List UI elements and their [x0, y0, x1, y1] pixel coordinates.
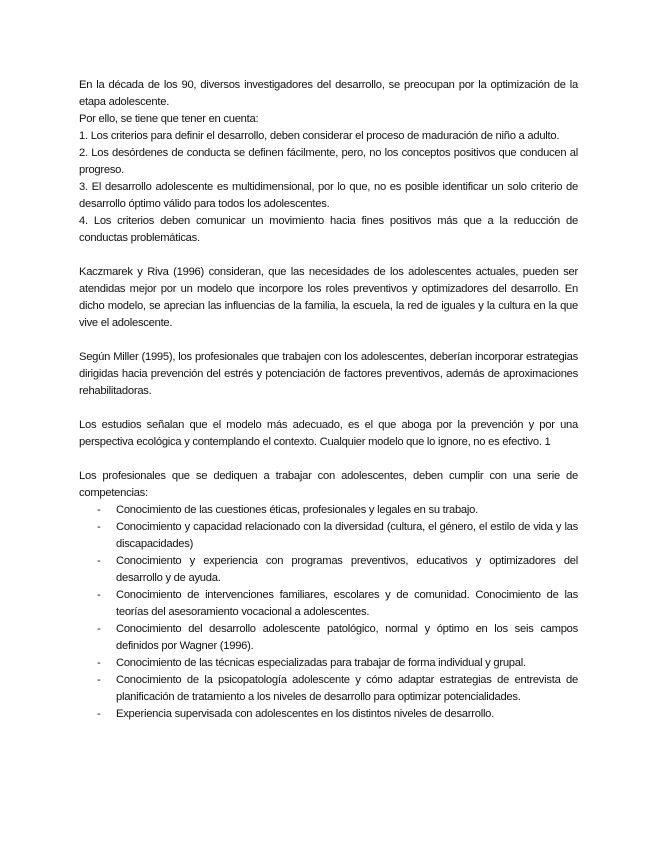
bullet-dash: -: [97, 623, 101, 635]
bullet-dash: -: [97, 521, 101, 533]
bullet-dash: -: [97, 657, 101, 669]
estudios-paragraph: Los estudios señalan que el modelo más adecuado, es el que aboga por la prevención y por una perspectiva ecológica y contemplando el contexto. Cualquier modelo que lo ignore, no es efectivo. 1: [79, 419, 578, 448]
list-item-text: Conocimiento de las cuestiones éticas, profesionales y legales en su trabajo.: [116, 504, 478, 516]
list-item-text: Conocimiento y capacidad relacionado con la diversidad (cultura, el género, el estilo de vida y las discapacidades): [116, 521, 578, 550]
list-item: [79, 519, 578, 553]
list-item: [79, 502, 578, 519]
intro-paragraph: En la década de los 90, diversos investigadores del desarrollo, se preocupan por la optimización de la etapa adolescente.: [79, 79, 578, 108]
list-item: [79, 655, 578, 672]
competencias-lead: Los profesionales que se dediquen a trabajar con adolescentes, deben cumplir con una serie de competencias:: [79, 470, 578, 499]
list-item-text: Conocimiento de la psicopatología adolescente y cómo adaptar estrategias de entrevista de planificación de tratamiento a los niveles de desarrollo para optimizar potencialidades.: [116, 674, 578, 703]
list-item-text: Conocimiento del desarrollo adolescente patológico, normal y óptimo en los seis campos definidos por Wagner (1996).: [116, 623, 578, 652]
bullet-dash: -: [97, 504, 101, 516]
list-item: [79, 587, 578, 621]
criteria-item-4: 4. Los criterios deben comunicar un movimiento hacia fines positivos más que a la reducción de conductas problemáticas.: [79, 215, 578, 244]
bullet-dash: -: [97, 589, 101, 601]
list-item-text: Conocimiento y experiencia con programas preventivos, educativos y optimizadores del desarrollo y de ayuda.: [116, 555, 578, 584]
list-item-text: Conocimiento de intervenciones familiares, escolares y de comunidad. Conocimiento de las teorías del asesoramiento vocacional a adolescentes.: [116, 589, 578, 618]
bullet-dash: -: [97, 674, 101, 686]
competencias-list: [79, 502, 578, 723]
paragraph-gap: [79, 332, 578, 349]
paragraph-gap: [79, 451, 578, 468]
kaczmarek-paragraph: Kaczmarek y Riva (1996) consideran, que las necesidades de los adolescentes actuales, pueden ser atendidas mejor por un modelo que incorpore los roles preventivos y optimizadores del desarrollo. En dicho modelo, se aprecian las influencias de la familia, la escuela, la red de iguales y la cultura en la que vive el adolescente.: [79, 266, 578, 329]
list-item: [79, 553, 578, 587]
criteria-item-2: 2. Los desórdenes de conducta se definen fácilmente, pero, no los conceptos positivos que conducen al progreso.: [79, 147, 578, 176]
list-item-text: Conocimiento de las técnicas especializadas para trabajar de forma individual y grupal.: [116, 657, 526, 669]
list-item: [79, 706, 578, 723]
list-item: [79, 672, 578, 706]
list-item: [79, 621, 578, 655]
document-page: [79, 77, 578, 723]
list-item-text: Experiencia supervisada con adolescentes en los distintos niveles de desarrollo.: [116, 708, 495, 720]
bullet-dash: -: [97, 708, 101, 720]
miller-paragraph: Según Miller (1995), los profesionales que trabajen con los adolescentes, deberían incorporar estrategias dirigidas hacia prevención del estrés y potenciación de factores preventivos, además de aproximaciones rehabilitadoras.: [79, 351, 578, 397]
bullet-dash: -: [97, 555, 101, 567]
criteria-item-1: 1. Los criterios para definir el desarrollo, deben considerar el proceso de maduración de niño a adulto.: [79, 130, 560, 142]
criteria-item-3: 3. El desarrollo adolescente es multidimensional, por lo que, no es posible identificar un solo criterio de desarrollo óptimo válido para todos los adolescentes.: [79, 181, 578, 210]
paragraph-gap: [79, 400, 578, 417]
paragraph-gap: [79, 247, 578, 264]
intro-lead: Por ello, se tiene que tener en cuenta:: [79, 113, 259, 125]
